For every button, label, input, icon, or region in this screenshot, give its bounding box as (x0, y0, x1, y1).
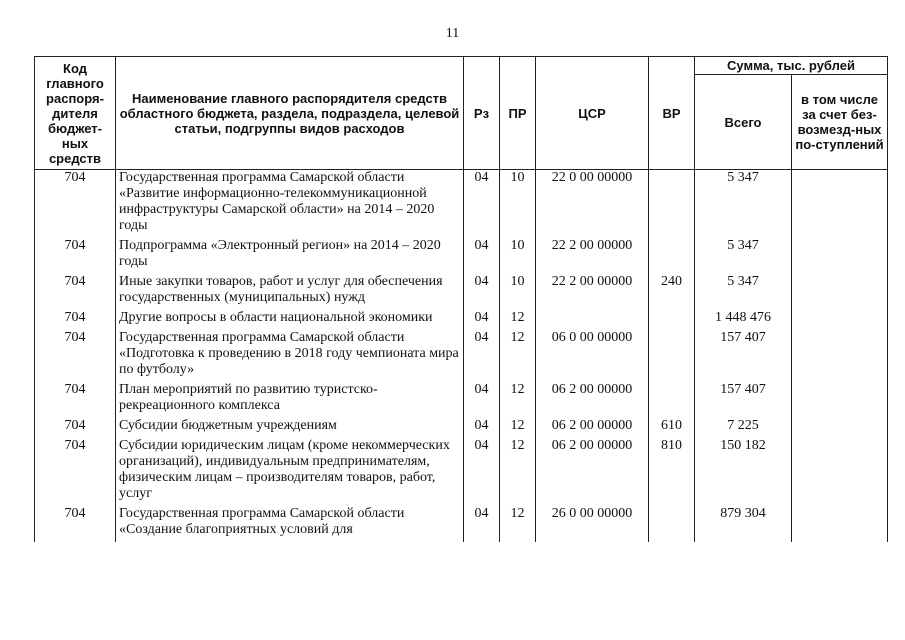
row-name-cell: Другие вопросы в области национальной экономики (116, 310, 464, 330)
table-row (35, 170, 888, 239)
row-rz-cell: 04 (464, 382, 500, 418)
row-rz-cell: 04 (464, 274, 500, 310)
row-total-cell: 1 448 476 (695, 310, 792, 330)
header-name: Наименование главного распорядителя средств областного бюджета, раздела, подраздела, целевой статьи, подгруппы видов расходов (116, 57, 464, 170)
row-vr-cell (649, 238, 695, 274)
row-pr-cell: 12 (500, 330, 536, 382)
row-rz-cell: 04 (464, 330, 500, 382)
row-total-cell: 5 347 (695, 170, 792, 239)
row-csr-cell: 06 2 00 00000 (536, 418, 649, 438)
row-gratuitous-cell (792, 382, 888, 418)
table-row (35, 506, 888, 542)
row-gratuitous-cell (792, 274, 888, 310)
row-total-cell: 879 304 (695, 506, 792, 542)
row-code-cell: 704 (35, 238, 116, 274)
row-name-cell: Подпрограмма «Электронный регион» на 2014 – 2020 годы (116, 238, 464, 274)
table-row (35, 274, 888, 310)
row-name-cell: Субсидии бюджетным учреждениям (116, 418, 464, 438)
row-gratuitous-cell (792, 170, 888, 239)
row-gratuitous-cell (792, 310, 888, 330)
row-rz-cell: 04 (464, 238, 500, 274)
row-pr-cell: 12 (500, 418, 536, 438)
row-vr-cell: 810 (649, 438, 695, 506)
row-gratuitous-cell (792, 238, 888, 274)
row-pr-cell: 10 (500, 170, 536, 239)
row-csr-cell: 06 0 00 00000 (536, 330, 649, 382)
header-rz: Рз (464, 57, 500, 170)
row-code-cell: 704 (35, 170, 116, 239)
row-code-cell: 704 (35, 330, 116, 382)
row-vr-cell (649, 310, 695, 330)
row-rz-cell: 04 (464, 506, 500, 542)
row-gratuitous-cell (792, 506, 888, 542)
row-name-cell: Субсидии юридическим лицам (кроме некоммерческих организаций), индивидуальным предпринимателям, физическим лицам – производителям товаров, работ, услуг (116, 438, 464, 506)
row-code-cell: 704 (35, 382, 116, 418)
table-row (35, 438, 888, 506)
row-rz-cell: 04 (464, 438, 500, 506)
budget-table (34, 56, 888, 542)
row-vr-cell (649, 330, 695, 382)
row-vr-cell (649, 382, 695, 418)
row-csr-cell: 22 0 00 00000 (536, 170, 649, 239)
table-row (35, 330, 888, 382)
row-gratuitous-cell (792, 330, 888, 382)
table-row (35, 238, 888, 274)
row-csr-cell: 22 2 00 00000 (536, 274, 649, 310)
row-pr-cell: 10 (500, 274, 536, 310)
row-vr-cell (649, 170, 695, 239)
row-rz-cell: 04 (464, 170, 500, 239)
row-rz-cell: 04 (464, 418, 500, 438)
row-code-cell: 704 (35, 418, 116, 438)
header-csr: ЦСР (536, 57, 649, 170)
row-code-cell: 704 (35, 310, 116, 330)
row-pr-cell: 12 (500, 310, 536, 330)
row-rz-cell: 04 (464, 310, 500, 330)
header-pr: ПР (500, 57, 536, 170)
row-pr-cell: 10 (500, 238, 536, 274)
row-gratuitous-cell (792, 438, 888, 506)
row-vr-cell: 240 (649, 274, 695, 310)
header-total: Всего (695, 75, 792, 170)
header-code: Код главного распоря-дителя бюджет-ных средств (35, 57, 116, 170)
row-total-cell: 5 347 (695, 238, 792, 274)
header-vr: ВР (649, 57, 695, 170)
row-total-cell: 157 407 (695, 330, 792, 382)
row-name-cell: Иные закупки товаров, работ и услуг для обеспечения государственных (муниципальных) нужд (116, 274, 464, 310)
row-name-cell: Государственная программа Самарской области «Создание благоприятных условий для (116, 506, 464, 542)
row-name-cell: Государственная программа Самарской области «Подготовка к проведению в 2018 году чемпионата мира по футболу» (116, 330, 464, 382)
page-number: 11 (445, 26, 460, 41)
row-csr-cell: 06 2 00 00000 (536, 382, 649, 418)
row-csr-cell: 22 2 00 00000 (536, 238, 649, 274)
table-row (35, 310, 888, 330)
table-body (35, 170, 888, 543)
row-name-cell: План мероприятий по развитию туристско-рекреационного комплекса (116, 382, 464, 418)
row-pr-cell: 12 (500, 382, 536, 418)
row-name-cell: Государственная программа Самарской области «Развитие информационно-телекоммуникационной инфраструктуры Самарской области» на 2014 – 2020 годы (116, 170, 464, 239)
row-code-cell: 704 (35, 274, 116, 310)
row-code-cell: 704 (35, 506, 116, 542)
row-total-cell: 5 347 (695, 274, 792, 310)
row-pr-cell: 12 (500, 438, 536, 506)
table-row (35, 382, 888, 418)
table-row (35, 418, 888, 438)
row-total-cell: 7 225 (695, 418, 792, 438)
row-vr-cell: 610 (649, 418, 695, 438)
row-gratuitous-cell (792, 418, 888, 438)
row-csr-cell (536, 310, 649, 330)
row-pr-cell: 12 (500, 506, 536, 542)
row-code-cell: 704 (35, 438, 116, 506)
header-gratuitous: в том числе за счет без-возмезд-ных по-ступлений (792, 75, 888, 170)
row-csr-cell: 26 0 00 00000 (536, 506, 649, 542)
row-total-cell: 150 182 (695, 438, 792, 506)
row-csr-cell: 06 2 00 00000 (536, 438, 649, 506)
row-vr-cell (649, 506, 695, 542)
header-sum: Сумма, тыс. рублей (695, 57, 888, 75)
row-total-cell: 157 407 (695, 382, 792, 418)
